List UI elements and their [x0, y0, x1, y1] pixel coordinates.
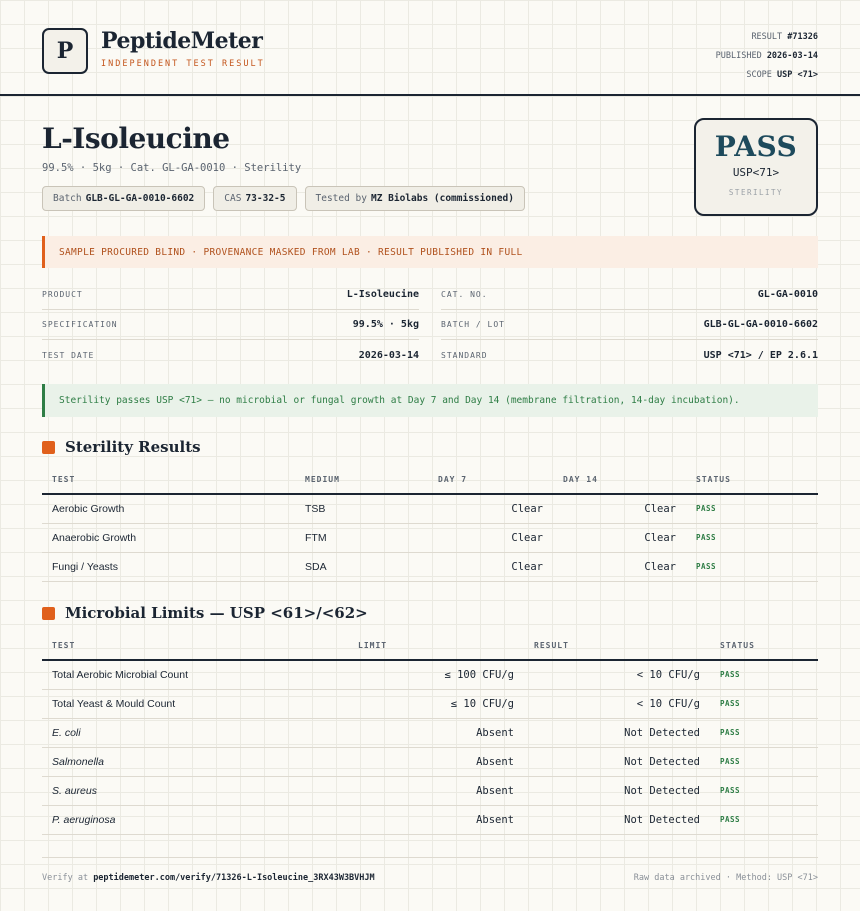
scope: SCOPE USP <71> — [746, 70, 818, 80]
table-row: Aerobic Growth TSB Clear Clear PASS — [42, 494, 818, 523]
footer-divider — [42, 857, 818, 858]
table-header-row: TEST LIMIT RESULT STATUS — [42, 632, 818, 660]
cas-chip: CAS 73-32-5 — [213, 186, 296, 211]
info-row: TEST DATE 2026-03-14 STANDARD USP <71> / EP 2.6.1 — [42, 349, 818, 361]
brand-tagline: INDEPENDENT TEST RESULT — [101, 59, 265, 69]
brand-name: PeptideMeter — [101, 28, 263, 54]
table-row: Total Yeast & Mould Count ≤ 10 CFU/g < 10 CFU/g PASS — [42, 689, 818, 718]
footer — [42, 873, 818, 883]
section-marker-icon — [42, 607, 55, 620]
footer-method: Raw data archived · Method: USP <71> — [633, 873, 818, 883]
result-meta — [716, 28, 818, 85]
blind-notice: SAMPLE PROCURED BLIND · PROVENANCE MASKED FROM LAB · RESULT PUBLISHED IN FULL — [42, 236, 818, 268]
table-row: Fungi / Yeasts SDA Clear Clear PASS — [42, 552, 818, 581]
brand — [101, 28, 265, 69]
status-badge: PASS — [710, 805, 818, 834]
tested-by-chip: Tested by MZ Biolabs (commissioned) — [305, 186, 525, 211]
info-grid — [42, 280, 818, 370]
header-divider — [0, 94, 860, 96]
product-chips — [42, 186, 525, 211]
sterility-section-title: Sterility Results — [42, 438, 201, 456]
status-badge: PASS — [710, 689, 818, 718]
status-badge: PASS — [710, 660, 818, 689]
published-date: PUBLISHED 2026-03-14 — [715, 51, 818, 61]
verify-link[interactable]: peptidemeter.com/verify/71326-L-Isoleucine_3RX43W3BVHJM — [93, 873, 375, 883]
result-id: RESULT #71326 — [751, 32, 818, 42]
result-summary: Sterility passes USP <71> — no microbial or fungal growth at Day 7 and Day 14 (membrane filtration, 14-day incubation). — [42, 384, 818, 417]
table-row: E. coli Absent Not Detected PASS — [42, 718, 818, 747]
status-badge: PASS — [686, 523, 818, 552]
info-row: PRODUCT L-Isoleucine CAT. NO. GL-GA-0010 — [42, 280, 818, 310]
verify-line: Verify at peptidemeter.com/verify/71326-L-Isoleucine_3RX43W3BVHJM — [42, 873, 375, 883]
table-header-row: TEST MEDIUM DAY 7 DAY 14 STATUS — [42, 466, 818, 494]
status-badge: PASS — [686, 494, 818, 523]
sterility-table — [42, 466, 818, 582]
status-badge: PASS — [710, 747, 818, 776]
product-title: L-Isoleucine — [42, 122, 230, 155]
badge-category: STERILITY — [728, 188, 784, 197]
table-row: Total Aerobic Microbial Count ≤ 100 CFU/g < 10 CFU/g PASS — [42, 660, 818, 689]
pass-badge — [694, 118, 818, 216]
product-subtitle: 99.5% · 5kg · Cat. GL-GA-0010 · Sterility — [42, 162, 302, 174]
table-row: Salmonella Absent Not Detected PASS — [42, 747, 818, 776]
status-badge: PASS — [710, 776, 818, 805]
section-marker-icon — [42, 441, 55, 454]
status-badge: PASS — [710, 718, 818, 747]
report-header — [42, 26, 818, 80]
batch-chip: Batch GLB-GL-GA-0010-6602 — [42, 186, 205, 211]
table-row: P. aeruginosa Absent Not Detected PASS — [42, 805, 818, 834]
badge-standard: USP<71> — [732, 166, 780, 179]
microbial-section-title: Microbial Limits — USP <61>/<62> — [42, 604, 368, 622]
status-badge: PASS — [686, 552, 818, 581]
microbial-table — [42, 632, 818, 835]
table-row: Anaerobic Growth FTM Clear Clear PASS — [42, 523, 818, 552]
verdict: PASS — [714, 130, 798, 163]
info-row: SPECIFICATION 99.5% · 5kg BATCH / LOT GLB-GL-GA-0010-6602 — [42, 310, 818, 340]
table-row: S. aureus Absent Not Detected PASS — [42, 776, 818, 805]
logo-icon: P — [42, 28, 88, 74]
